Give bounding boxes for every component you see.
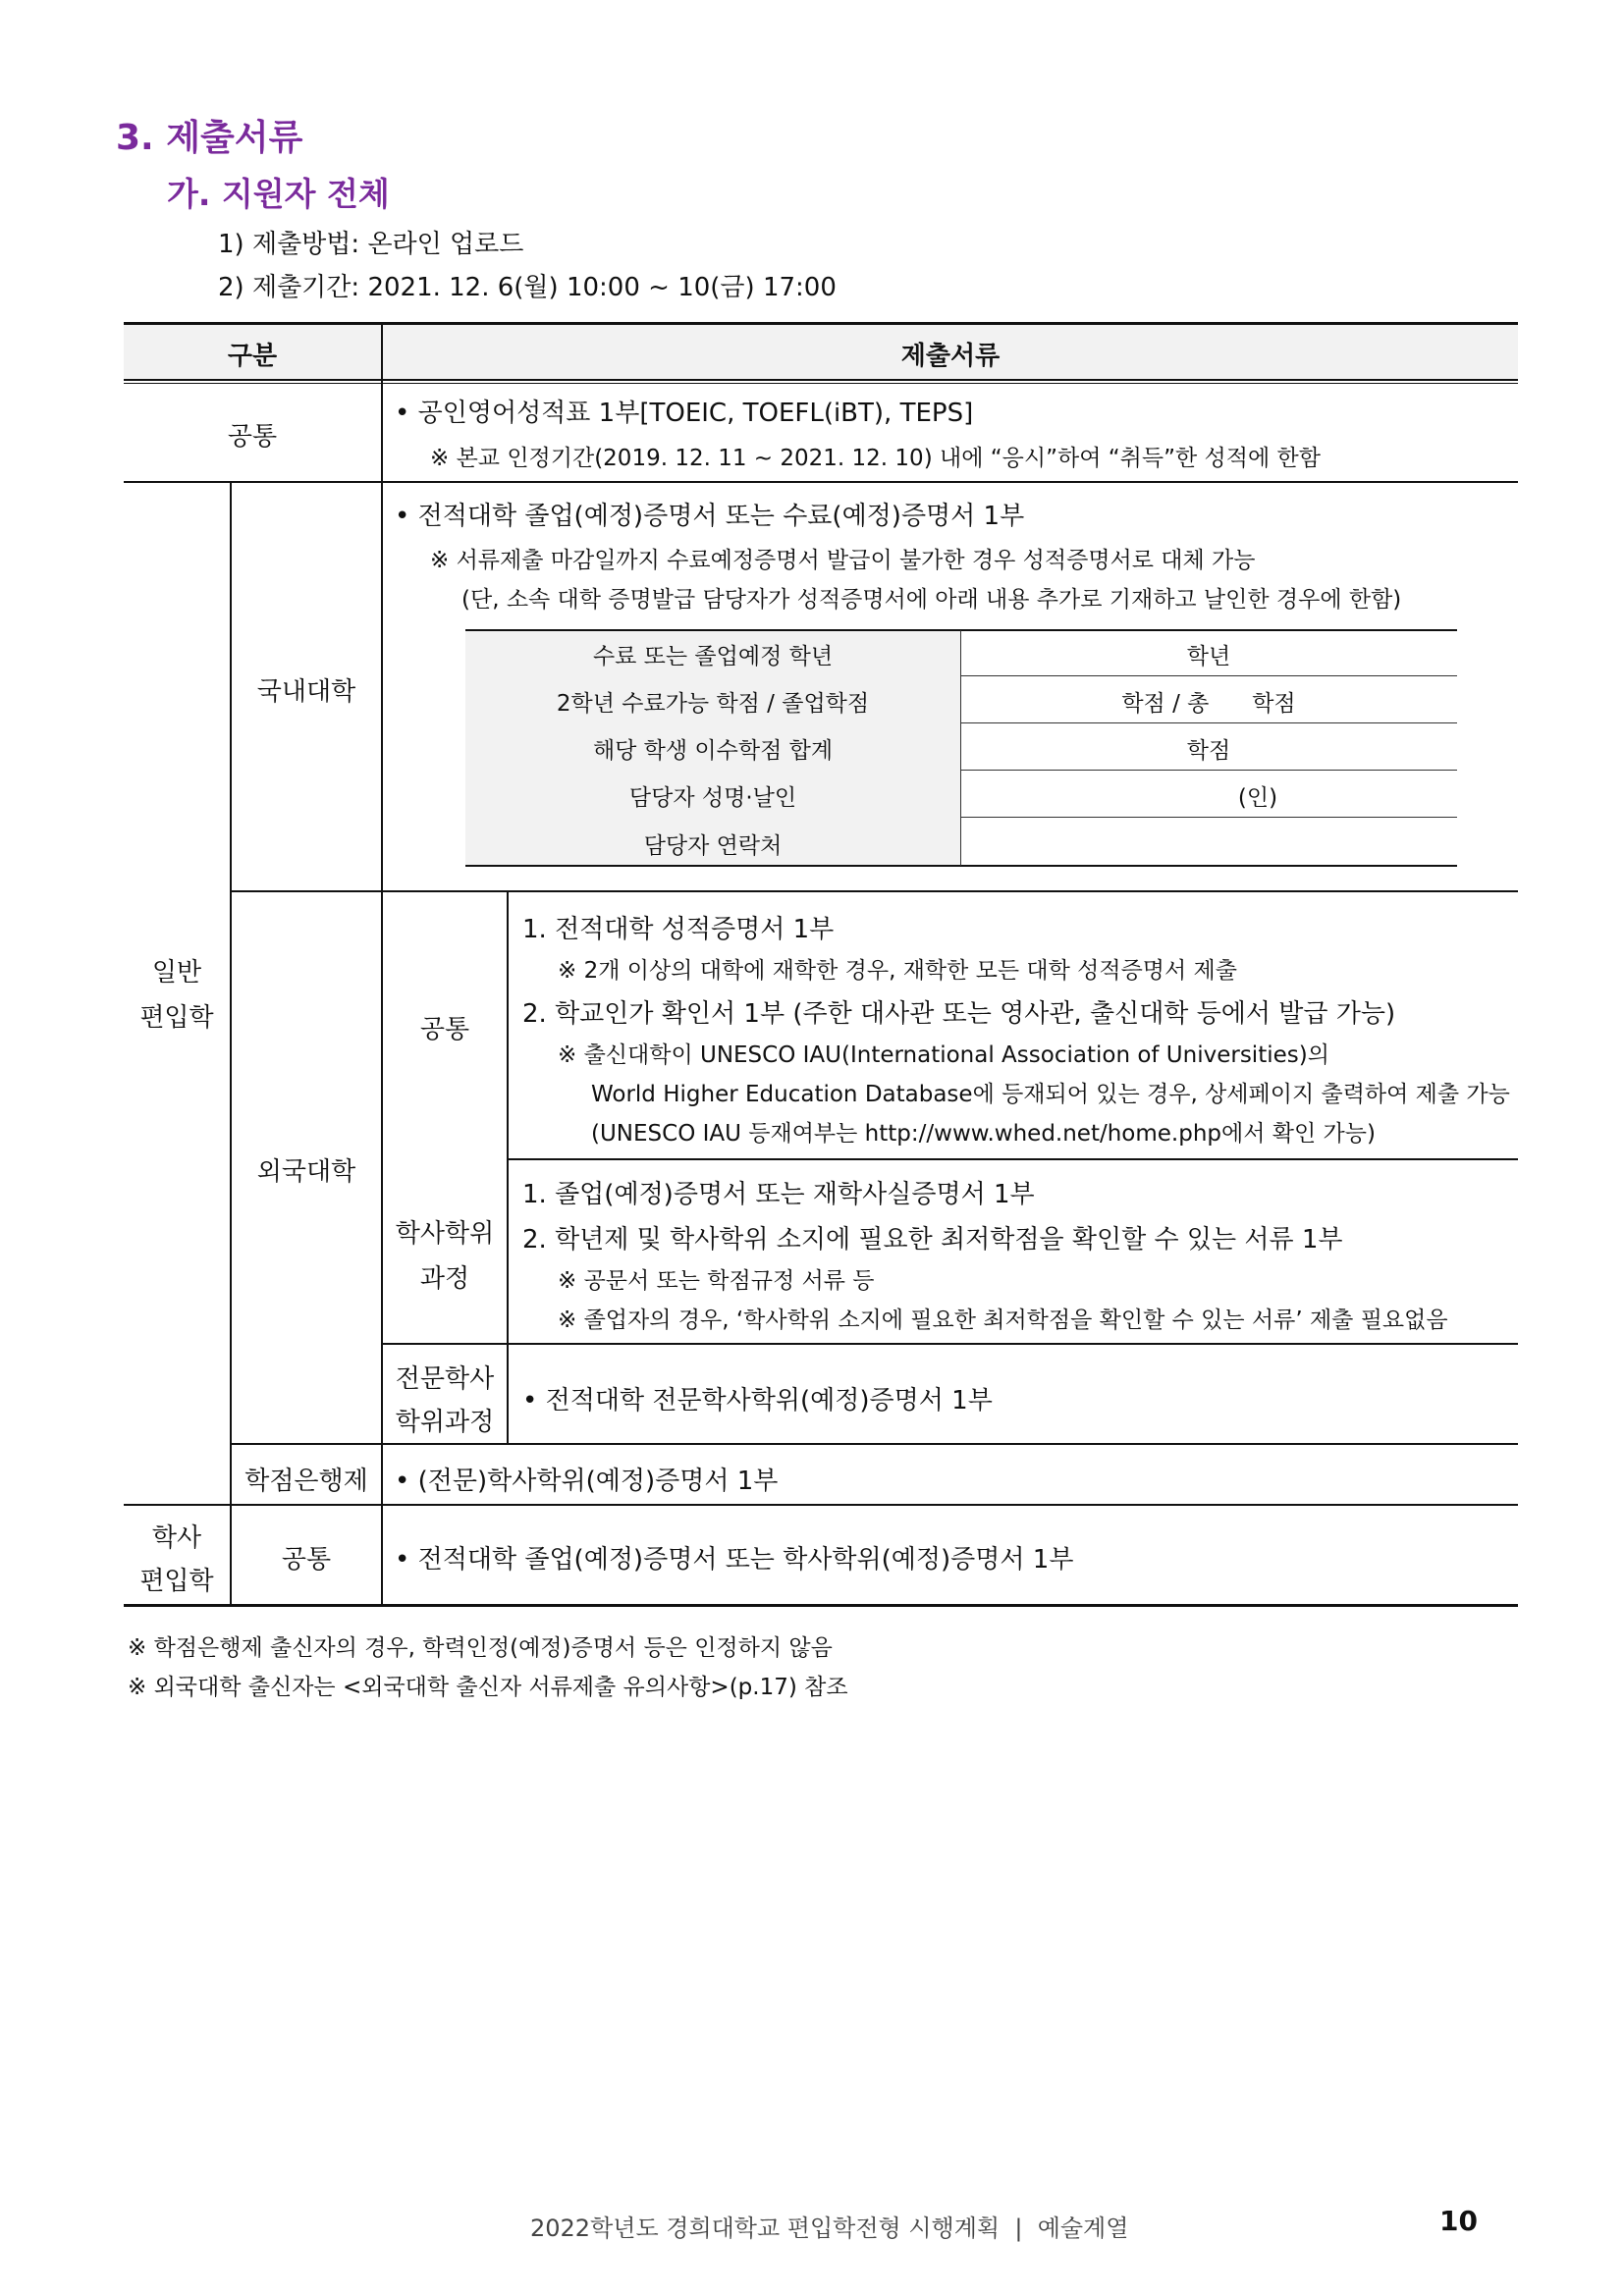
inner-row3-value: 학점: [1186, 738, 1231, 764]
foreign-common-line-3: 2. 학교인가 확인서 1부 (주한 대사관 또는 영사관, 출신대학 등에서 발급 가능): [522, 999, 1396, 1029]
header-category: 구분: [227, 342, 278, 371]
inner-bottom-rule: [465, 865, 1457, 867]
header-bottom-rule: [124, 379, 1518, 381]
foreign-common-line-6: (UNESCO IAU 등재여부는 http://www.whed.net/home.php에서 확인 가능): [591, 1121, 1376, 1147]
associate-course-label-1: 전문학사: [395, 1364, 495, 1394]
header-documents: 제출서류: [900, 342, 1001, 371]
inner-row5-label: 담당자 연락처: [643, 833, 783, 859]
common-item: • 공인영어성적표 1부[TOEIC, TOEFL(iBT), TEPS]: [395, 399, 974, 428]
section-title: 3. 제출서류: [116, 118, 303, 158]
footnote-1: ※ 학점은행제 출신자의 경우, 학력인정(예정)증명서 등은 인정하지 않음: [128, 1635, 833, 1661]
foreign-bottom-rule: [232, 1443, 1518, 1445]
general-label-divider: [230, 481, 232, 1504]
domestic-note-1: ※ 서류제출 마감일까지 수료예정증명서 발급이 불가한 경우 성적증명서로 대체 가능: [430, 548, 1256, 573]
foreign-common-line-1: 1. 전적대학 성적증명서 1부: [522, 915, 835, 944]
domestic-note-2: (단, 소속 대학 증명발급 담당자가 성적증명서에 아래 내용 추가로 기재하고 날인한 경우에 한함): [461, 587, 1402, 613]
general-transfer-label-1: 일반: [151, 958, 202, 988]
foreign-common-line-4: ※ 출신대학이 UNESCO IAU(International Association of Universities)의: [558, 1042, 1329, 1068]
bachelor-transfer-item: • 전적대학 졸업(예정)증명서 또는 학사학위(예정)증명서 1부: [395, 1545, 1074, 1575]
bachelor-course-bottom-rule: [383, 1343, 1518, 1345]
bachelor-course-line-4: ※ 졸업자의 경우, ‘학사학위 소지에 필요한 최저학점을 확인할 수 있는 서류’ 제출 필요없음: [558, 1308, 1448, 1333]
bachelor-course-line-2: 2. 학년제 및 학사학위 소지에 필요한 최저학점을 확인할 수 있는 서류 1부: [522, 1225, 1343, 1255]
bachelor-transfer-sub-label: 공통: [281, 1545, 332, 1575]
table-bottom-rule: [124, 1604, 1518, 1607]
common-label: 공통: [227, 422, 278, 452]
inner-row2-label: 2학년 수료가능 학점 / 졸업학점: [556, 691, 870, 717]
foreign-common-bottom-rule: [509, 1158, 1518, 1160]
submission-method: 1) 제출방법: 온라인 업로드: [218, 230, 524, 259]
foreign-sub-divider: [507, 890, 509, 1443]
credit-bank-label: 학점은행제: [244, 1467, 368, 1496]
foreign-common-label: 공통: [419, 1015, 470, 1044]
bachelor-transfer-label-1: 학사: [151, 1523, 202, 1553]
associate-course-item: • 전적대학 전문학사학위(예정)증명서 1부: [522, 1386, 993, 1415]
credit-bank-item: • (전문)학사학위(예정)증명서 1부: [395, 1467, 779, 1496]
foreign-common-line-2: ※ 2개 이상의 대학에 재학한 경우, 재학한 모든 대학 성적증명서 제출: [558, 958, 1237, 984]
bachelor-transfer-label-2: 편입학: [139, 1567, 214, 1596]
inner-row1-label: 수료 또는 졸업예정 학년: [592, 644, 834, 669]
foreign-common-line-5: World Higher Education Database에 등재되어 있는 경우, 상세페이지 출력하여 제출 가능: [591, 1082, 1510, 1107]
subsection-title: 가. 지원자 전체: [167, 175, 390, 213]
domestic-item: • 전적대학 졸업(예정)증명서 또는 수료(예정)증명서 1부: [395, 502, 1025, 531]
bachelor-course-label-2: 과정: [419, 1264, 470, 1294]
inner-row2-value: 학점 / 총 학점: [1121, 691, 1296, 717]
header-bottom-rule-2: [124, 383, 1518, 384]
inner-row1-value: 학년: [1186, 644, 1231, 669]
bachelor-course-label-1: 학사학위: [395, 1219, 495, 1249]
inner-row4-value: (인): [1237, 785, 1278, 811]
associate-course-label-2: 학위과정: [395, 1408, 495, 1437]
page-number: 10: [1439, 2205, 1478, 2237]
table-top-rule: [124, 322, 1518, 325]
domestic-bottom-rule: [232, 890, 1518, 892]
common-note: ※ 본교 인정기간(2019. 12. 11 ~ 2021. 12. 10) 내에 “응시”하여 “취득”한 성적에 한함: [430, 446, 1321, 471]
general-bottom-rule: [124, 1504, 1518, 1506]
inner-row3-label: 해당 학생 이수학점 합계: [592, 738, 834, 764]
common-bottom-rule: [124, 481, 1518, 483]
domestic-label: 국내대학: [256, 677, 356, 707]
page-footer: 2022학년도 경희대학교 편입학전형 시행계획 | 예술계열: [530, 2215, 1129, 2242]
bachelor-course-line-1: 1. 졸업(예정)증명서 또는 재학사실증명서 1부: [522, 1180, 1035, 1209]
inner-row4-label: 담당자 성명·날인: [628, 785, 797, 811]
footnote-2: ※ 외국대학 출신자는 <외국대학 출신자 서류제출 유의사항>(p.17) 참조: [128, 1675, 848, 1700]
foreign-label: 외국대학: [256, 1157, 356, 1187]
general-transfer-label-2: 편입학: [139, 1003, 214, 1033]
submission-period: 2) 제출기간: 2021. 12. 6(월) 10:00 ~ 10(금) 17:00: [218, 273, 837, 302]
bachelor-course-line-3: ※ 공문서 또는 학점규정 서류 등: [558, 1268, 875, 1294]
